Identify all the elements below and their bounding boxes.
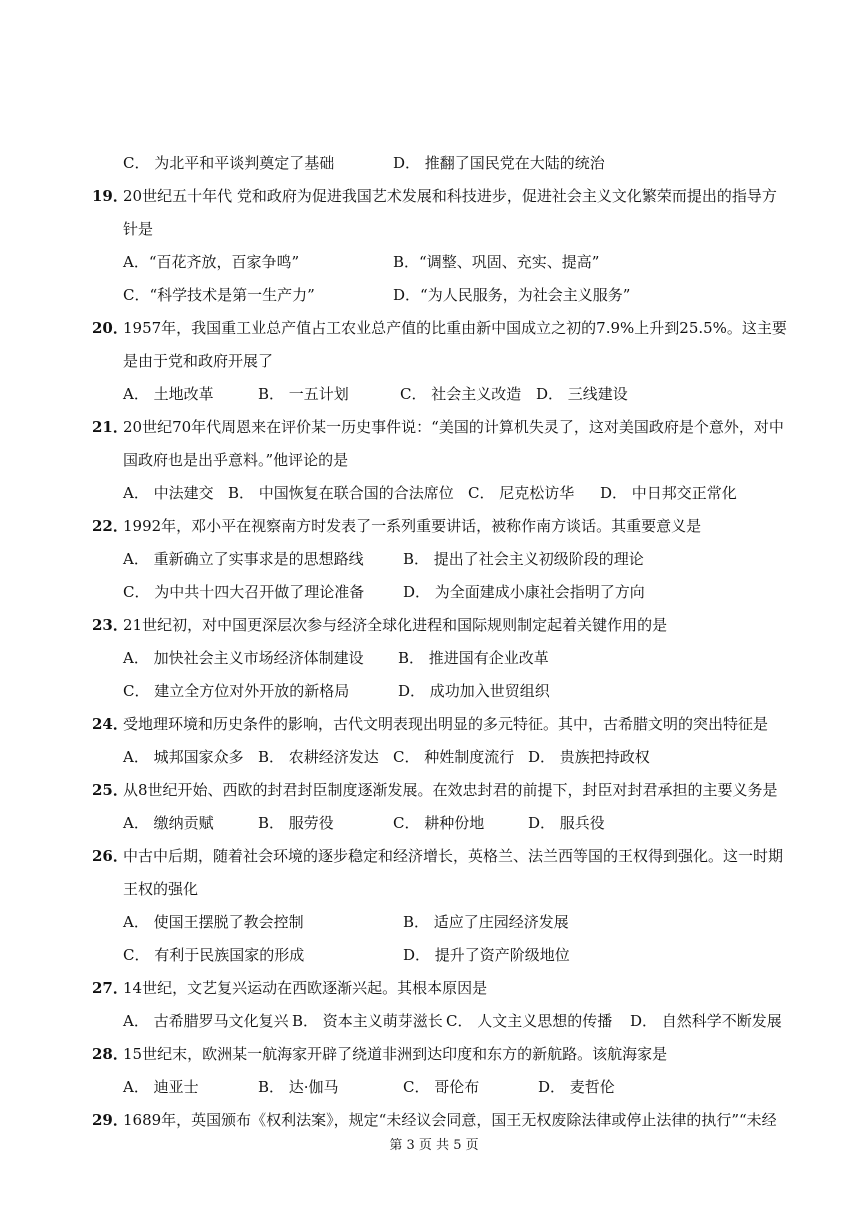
question-text: 中古中后期，随着社会环境的逐步稳定和经济增长，英格兰、法兰西等国的王权得到强化。这一时期 [123, 847, 784, 865]
question-26 [0, 841, 868, 871]
question-text-continued: 国政府也是出乎意料。”他评论的是 [123, 451, 349, 469]
q26-options-row-2 [0, 940, 868, 970]
q20-option-a: A． 土地改革 [123, 385, 214, 403]
q21-option-a: A． 中法建交 [123, 484, 214, 502]
q21-option-c: C． 尼克松访华 [468, 484, 575, 502]
question-text: 受地理环境和历史条件的影响，古代文明表现出明显的多元特征。其中，古希腊文明的突出特征是 [123, 715, 769, 733]
q25-option-b: B． 服劳役 [258, 814, 334, 832]
question-28 [0, 1039, 868, 1069]
q23-options-row-1 [0, 643, 868, 673]
question-number: 22． [92, 517, 128, 535]
q21-option-b: B． 中国恢复在联合国的合法席位 [228, 484, 454, 502]
question-text: 从8世纪开始、西欧的封君封臣制度逐渐发展。在效忠封君的前提下，封臣对封君承担的主要义务是 [123, 781, 778, 799]
q23-option-a: A． 加快社会主义市场经济体制建设 [123, 649, 364, 667]
page-number-footer: 第 3 页 共 5 页 [389, 1138, 479, 1153]
q26-option-d: D． 提升了资产阶级地位 [403, 946, 570, 964]
q27-option-a: A． 古希腊罗马文化复兴 [123, 1012, 289, 1030]
q19-options-row-1 [0, 247, 868, 277]
question-text-continued: 针是 [123, 220, 154, 238]
q22-options-row-1 [0, 544, 868, 574]
question-27 [0, 973, 868, 1003]
question-21 [0, 412, 868, 442]
q25-option-a: A． 缴纳贡赋 [123, 814, 214, 832]
q24-option-d: D． 贵族把持政权 [528, 748, 650, 766]
q27-option-b: B． 资本主义萌芽滋长 [292, 1012, 443, 1030]
q22-options-row-2 [0, 577, 868, 607]
q19-option-d: D．“为人民服务，为社会主义服务” [393, 286, 631, 304]
q18-options-row [0, 148, 868, 178]
q22-option-a: A． 重新确立了实事求是的思想路线 [123, 550, 364, 568]
q27-option-d: D． 自然科学不断发展 [630, 1012, 782, 1030]
q23-options-row-2 [0, 676, 868, 706]
q21-options-row [0, 478, 868, 508]
question-text: 14世纪，文艺复兴运动在西欧逐渐兴起。其根本原因是 [123, 979, 488, 997]
q26-option-c: C． 有利于民族国家的形成 [123, 946, 305, 964]
q24-option-c: C． 种姓制度流行 [393, 748, 515, 766]
q21-option-d: D． 中日邦交正常化 [600, 484, 737, 502]
q19-options-row-2 [0, 280, 868, 310]
q23-option-d: D． 成功加入世贸组织 [398, 682, 550, 700]
question-number: 24． [92, 715, 128, 733]
question-20-cont [0, 346, 868, 376]
question-19-cont [0, 214, 868, 244]
q25-options-row [0, 808, 868, 838]
q19-option-b: B．“调整、巩固、充实、提高” [393, 253, 600, 271]
q26-option-b: B． 适应了庄园经济发展 [403, 913, 569, 931]
question-text: 1689年，英国颁布《权利法案》，规定“未经议会同意，国王无权废除法律或停止法律的执行”“未经 [123, 1111, 777, 1129]
question-25 [0, 775, 868, 805]
q25-option-d: D． 服兵役 [528, 814, 605, 832]
q22-option-b: B． 提出了社会主义初级阶段的理论 [403, 550, 644, 568]
q28-option-b: B． 达·伽马 [258, 1078, 339, 1096]
q20-options-row [0, 379, 868, 409]
q26-options-row-1 [0, 907, 868, 937]
q22-option-d: D． 为全面建成小康社会指明了方向 [403, 583, 645, 601]
q28-option-c: C． 哥伦布 [403, 1078, 480, 1096]
q24-option-a: A． 城邦国家众多 [123, 748, 244, 766]
question-22 [0, 511, 868, 541]
question-text: 15世纪末，欧洲某一航海家开辟了绕道非洲到达印度和东方的新航路。该航海家是 [123, 1045, 668, 1063]
question-number: 26． [92, 847, 128, 865]
question-number: 28． [92, 1045, 128, 1063]
question-text-continued: 是由于党和政府开展了 [123, 352, 274, 370]
q28-option-a: A． 迪亚士 [123, 1078, 199, 1096]
question-text: 20世纪70年代周恩来在评价某一历史事件说：“美国的计算机失灵了，这对美国政府是个意外，对中 [123, 418, 784, 436]
question-number: 23． [92, 616, 128, 634]
q19-option-a: A．“百花齐放，百家争鸣” [123, 253, 300, 271]
q26-option-a: A． 使国王摆脱了教会控制 [123, 913, 304, 931]
q24-option-b: B． 农耕经济发达 [258, 748, 379, 766]
question-20 [0, 313, 868, 343]
q25-option-c: C． 耕种份地 [393, 814, 485, 832]
question-text: 1957年，我国重工业总产值占工农业总产值的比重由新中国成立之初的7.9%上升到25.5%。这主要 [123, 319, 787, 337]
q27-option-c: C． 人文主义思想的传播 [446, 1012, 613, 1030]
q28-options-row [0, 1072, 868, 1102]
question-text: 20世纪五十年代 党和政府为促进我国艺术发展和科技进步，促进社会主义文化繁荣而提出的指导方 [123, 187, 777, 205]
q27-options-row [0, 1006, 868, 1036]
question-number: 25． [92, 781, 128, 799]
q20-option-c: C． 社会主义改造 [400, 385, 522, 403]
question-number: 20． [92, 319, 128, 337]
q20-option-d: D． 三线建设 [536, 385, 628, 403]
question-number: 19． [92, 187, 128, 205]
question-26-cont [0, 874, 868, 904]
q24-options-row [0, 742, 868, 772]
question-21-cont [0, 445, 868, 475]
q28-option-d: D． 麦哲伦 [538, 1078, 615, 1096]
question-text: 21世纪初，对中国更深层次参与经济全球化进程和国际规则制定起着关键作用的是 [123, 616, 668, 634]
q19-option-c: C．“科学技术是第一生产力” [123, 286, 315, 304]
question-23 [0, 610, 868, 640]
q23-option-b: B． 推进国有企业改革 [398, 649, 549, 667]
q23-option-c: C． 建立全方位对外开放的新格局 [123, 682, 350, 700]
question-19 [0, 181, 868, 211]
q18-option-d: D． 推翻了国民党在大陆的统治 [393, 154, 605, 172]
q20-option-b: B． 一五计划 [258, 385, 349, 403]
question-text: 1992年，邓小平在视察南方时发表了一系列重要讲话，被称作南方谈话。其重要意义是 [123, 517, 702, 535]
q22-option-c: C． 为中共十四大召开做了理论准备 [123, 583, 365, 601]
question-number: 29． [92, 1111, 128, 1129]
question-number: 27． [92, 979, 128, 997]
question-number: 21． [92, 418, 128, 436]
question-text-continued: 王权的强化 [123, 880, 199, 898]
question-24 [0, 709, 868, 739]
q18-option-c: C． 为北平和平谈判奠定了基础 [123, 154, 335, 172]
question-29 [0, 1105, 868, 1135]
